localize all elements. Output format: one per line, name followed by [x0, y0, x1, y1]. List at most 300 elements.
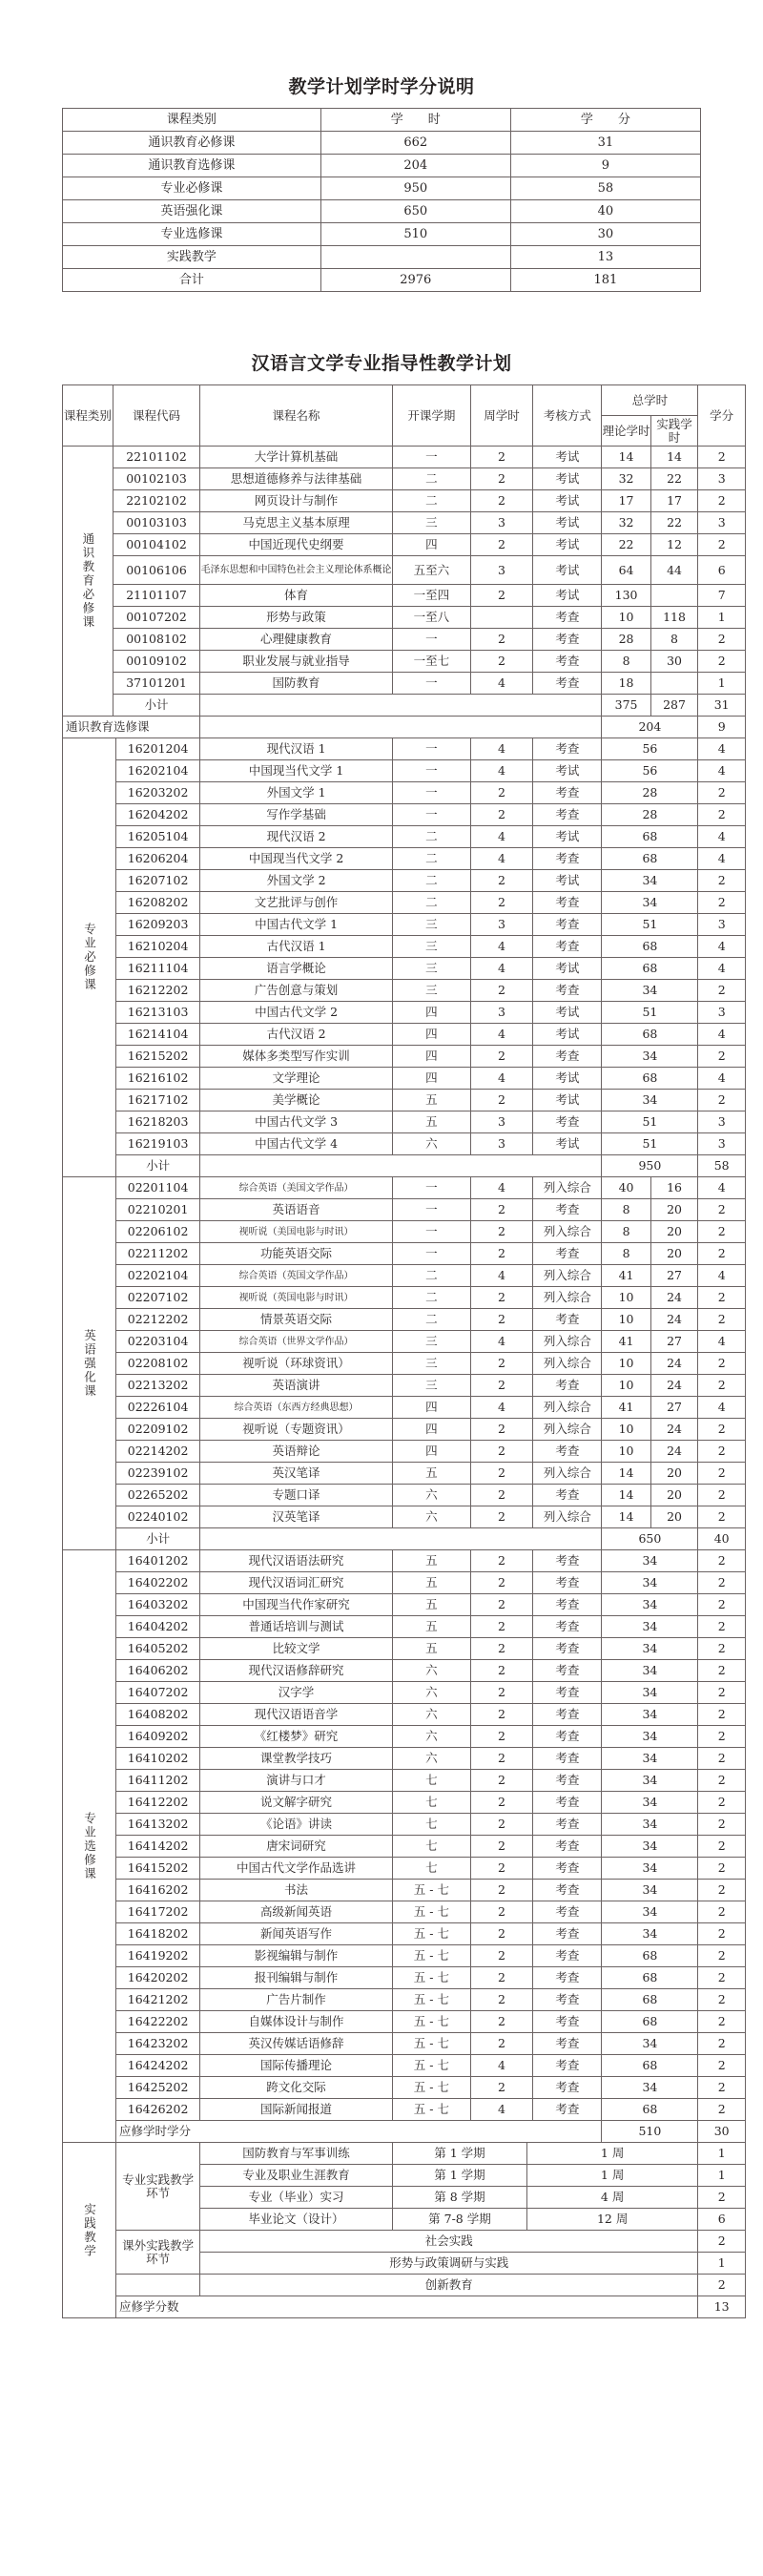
- course-name: 高级新闻英语: [200, 1901, 393, 1923]
- assessment: 考查: [533, 1901, 602, 1923]
- credits: 2: [698, 1353, 746, 1375]
- column-header-theory: 理论学时: [602, 416, 650, 447]
- subtotal-credits: 40: [698, 1528, 746, 1550]
- course-code: 16415202: [116, 1858, 200, 1880]
- credits: 2: [698, 2187, 746, 2209]
- credits: 1: [698, 2165, 746, 2187]
- weekly-hours: 2: [470, 1550, 533, 1572]
- theory-hours: 14: [602, 447, 650, 468]
- subtotal-spacer: [200, 695, 602, 717]
- semester: 三: [392, 980, 470, 1002]
- total-hours: 34: [602, 1638, 698, 1660]
- practice-hours: 20: [650, 1485, 698, 1506]
- course-name: 中国古代文学 4: [200, 1133, 393, 1155]
- total-hours: 68: [602, 1024, 698, 1046]
- assessment: 考查: [533, 936, 602, 958]
- weekly-hours: 2: [470, 1923, 533, 1945]
- semester: 一至四: [392, 585, 470, 607]
- table-row: [63, 1660, 746, 1682]
- credits: 2: [698, 1572, 746, 1594]
- course-code: 16407202: [116, 1682, 200, 1704]
- course-name: 思想道德修养与法律基础: [200, 468, 393, 490]
- total-hours: 68: [602, 2099, 698, 2121]
- assessment: 考查: [533, 1836, 602, 1858]
- course-name: 心理健康教育: [200, 629, 393, 651]
- total-hours: 34: [602, 1836, 698, 1858]
- course-code: 16422202: [116, 2011, 200, 2033]
- course-code: 00107202: [113, 607, 199, 629]
- weekly-hours: 2: [470, 2033, 533, 2055]
- assessment: 考查: [533, 1660, 602, 1682]
- semester: 五 - 七: [392, 2099, 470, 2121]
- column-header: 学 时: [320, 109, 510, 132]
- assessment: 列入综合: [533, 1265, 602, 1287]
- theory-hours: 8: [602, 1199, 650, 1221]
- semester: 二: [392, 892, 470, 914]
- weekly-hours: 4: [470, 2055, 533, 2077]
- total-label: 应修学分数: [116, 2296, 698, 2318]
- weekly-hours: 2: [470, 1485, 533, 1506]
- course-name: 视听说（英国电影与时讯）: [200, 1287, 393, 1309]
- total-hours: 34: [602, 1748, 698, 1770]
- course-code: 16216102: [116, 1068, 200, 1090]
- total-hours: 34: [602, 1858, 698, 1880]
- semester: 二: [392, 490, 470, 512]
- course-name: 综合英语（英国文学作品）: [200, 1265, 393, 1287]
- practice-name: 毕业论文（设计）: [200, 2209, 393, 2231]
- credits-cell: 30: [510, 223, 700, 246]
- assessment: 考查: [533, 1989, 602, 2011]
- semester: 一至八: [392, 607, 470, 629]
- course-code: 16410202: [116, 1748, 200, 1770]
- table-row: [63, 1770, 746, 1792]
- course-name: 中国现当代文学 2: [200, 848, 393, 870]
- course-name: 形势与政策: [200, 607, 393, 629]
- total-hours: 68: [602, 2055, 698, 2077]
- course-name: 《论语》讲读: [200, 1814, 393, 1836]
- assessment: 考查: [533, 782, 602, 804]
- table-row: [63, 1901, 746, 1923]
- semester: 六: [392, 1682, 470, 1704]
- practice-hours: 8: [650, 629, 698, 651]
- assessment: 考查: [533, 1199, 602, 1221]
- course-code: 02226104: [116, 1397, 200, 1419]
- course-code: 16412202: [116, 1792, 200, 1814]
- table-row: [63, 200, 701, 223]
- weekly-hours: 2: [470, 1287, 533, 1309]
- semester: 六: [392, 1133, 470, 1155]
- column-header-code: 课程代码: [113, 385, 199, 447]
- course-code: 02210201: [116, 1199, 200, 1221]
- course-name: 现代汉语词汇研究: [200, 1572, 393, 1594]
- semester: 五 - 七: [392, 1923, 470, 1945]
- assessment: 考试: [533, 826, 602, 848]
- table-row: [63, 1375, 746, 1397]
- assessment: 考查: [533, 629, 602, 651]
- semester: 一: [392, 738, 470, 760]
- course-name: 网页设计与制作: [200, 490, 393, 512]
- credits-cell: 9: [510, 155, 700, 177]
- table-row: [63, 1616, 746, 1638]
- semester: 四: [392, 1024, 470, 1046]
- course-name: 中国古代文学 1: [200, 914, 393, 936]
- theory-hours: 8: [602, 651, 650, 673]
- subtotal-spacer: [200, 1155, 602, 1177]
- credits: 2: [698, 651, 746, 673]
- category-label: 专业选修课: [63, 1550, 116, 2143]
- semester: 六: [392, 1704, 470, 1726]
- course-code: 02208102: [116, 1353, 200, 1375]
- semester: 三: [392, 1375, 470, 1397]
- assessment: 考试: [533, 1024, 602, 1046]
- practice-hours: 22: [650, 512, 698, 534]
- total-hours: 34: [602, 870, 698, 892]
- category-cell: 合计: [63, 269, 321, 292]
- semester: 一: [392, 1243, 470, 1265]
- course-code: 16206204: [116, 848, 200, 870]
- credits: 2: [698, 1704, 746, 1726]
- assessment: 考试: [533, 1002, 602, 1024]
- assessment: 考查: [533, 1375, 602, 1397]
- category-label: 通识教育必修课: [63, 447, 113, 717]
- table-row: [63, 1682, 746, 1704]
- table-row: [63, 1353, 746, 1375]
- credits: 3: [698, 1002, 746, 1024]
- total-hours: 34: [602, 1770, 698, 1792]
- assessment: 考查: [533, 1638, 602, 1660]
- table-row: [63, 1506, 746, 1528]
- hours-cell: 204: [320, 155, 510, 177]
- credits: 2: [698, 2033, 746, 2055]
- credits: 2: [698, 1638, 746, 1660]
- theory-hours: 41: [602, 1397, 650, 1419]
- semester: 五: [392, 1550, 470, 1572]
- general-elective-row: [63, 717, 746, 738]
- weekly-hours: 3: [470, 914, 533, 936]
- assessment: 考查: [533, 1945, 602, 1967]
- table-row: [63, 490, 746, 512]
- table-row: [63, 1221, 746, 1243]
- category-label: 英语强化课: [63, 1177, 116, 1550]
- credits: 2: [698, 892, 746, 914]
- course-name: 演讲与口才: [200, 1770, 393, 1792]
- weekly-hours: 4: [470, 848, 533, 870]
- total-hours: 68: [602, 826, 698, 848]
- table-row: [63, 556, 746, 585]
- practice-hours: 12: [650, 534, 698, 556]
- total-hours: 51: [602, 1002, 698, 1024]
- weekly-hours: 2: [470, 1046, 533, 1068]
- table-row: [63, 914, 746, 936]
- course-name: 古代汉语 2: [200, 1024, 393, 1046]
- course-name: 体育: [200, 585, 393, 607]
- weekly-hours: 2: [470, 1594, 533, 1616]
- assessment: 考查: [533, 804, 602, 826]
- practice-name: 国防教育与军事训练: [200, 2143, 393, 2165]
- assessment: 列入综合: [533, 1463, 602, 1485]
- subtotal-credits: 58: [698, 1155, 746, 1177]
- assessment: 考查: [533, 1309, 602, 1331]
- weekly-hours: 2: [470, 1419, 533, 1441]
- practice-hours: 20: [650, 1199, 698, 1221]
- course-code: 16202104: [116, 760, 200, 782]
- total-hours: 68: [602, 1945, 698, 1967]
- weekly-hours: 2: [470, 534, 533, 556]
- course-name: 国际传播理论: [200, 2055, 393, 2077]
- category-label: 专业必修课: [63, 738, 116, 1177]
- semester: 一: [392, 447, 470, 468]
- course-code: 16425202: [116, 2077, 200, 2099]
- assessment: 考试: [533, 534, 602, 556]
- category-cell: 实践教学: [63, 246, 321, 269]
- course-code: 16418202: [116, 1923, 200, 1945]
- practice-hours: 24: [650, 1441, 698, 1463]
- semester: 三: [392, 1331, 470, 1353]
- subtotal-label: 应修学时学分: [116, 2121, 602, 2143]
- assessment: 考查: [533, 2055, 602, 2077]
- total-hours: 28: [602, 782, 698, 804]
- weekly-hours: 2: [470, 585, 533, 607]
- credits: 2: [698, 447, 746, 468]
- assessment: 考查: [533, 914, 602, 936]
- weekly-hours: 2: [470, 651, 533, 673]
- credits: 2: [698, 1748, 746, 1770]
- assessment: 考试: [533, 585, 602, 607]
- semester: 一: [392, 1221, 470, 1243]
- course-name: 中国现当代作家研究: [200, 1594, 393, 1616]
- table-row: [63, 1485, 746, 1506]
- weekly-hours: 2: [470, 1726, 533, 1748]
- practice-hours: 27: [650, 1265, 698, 1287]
- weekly-hours: 2: [470, 1506, 533, 1528]
- subtotal-hours: 650: [602, 1528, 698, 1550]
- total-hours: 34: [602, 2077, 698, 2099]
- semester: 五至六: [392, 556, 470, 585]
- course-name: 中国古代文学作品选讲: [200, 1858, 393, 1880]
- course-code: 16426202: [116, 2099, 200, 2121]
- credits: 2: [698, 980, 746, 1002]
- practice-hours: 20: [650, 1506, 698, 1528]
- course-code: 02213202: [116, 1375, 200, 1397]
- credits: 2: [698, 1967, 746, 1989]
- course-code: 16209203: [116, 914, 200, 936]
- credits: 2: [698, 1309, 746, 1331]
- practice-name: 创新教育: [200, 2275, 698, 2296]
- semester: 六: [392, 1726, 470, 1748]
- course-name: 《红楼梦》研究: [200, 1726, 393, 1748]
- course-name: 中国近现代史纲要: [200, 534, 393, 556]
- credits: 7: [698, 585, 746, 607]
- course-name: 美学概论: [200, 1090, 393, 1111]
- course-code: 02203104: [116, 1331, 200, 1353]
- theory-hours: 40: [602, 1177, 650, 1199]
- credits: 2: [698, 534, 746, 556]
- column-header: 课程类别: [63, 109, 321, 132]
- table-row: [63, 1331, 746, 1353]
- table-row: [63, 2077, 746, 2099]
- total-hours: 56: [602, 738, 698, 760]
- table-row: [63, 269, 701, 292]
- total-hours: 28: [602, 804, 698, 826]
- weekly-hours: 4: [470, 958, 533, 980]
- semester: 一: [392, 782, 470, 804]
- subtotal-credits: 31: [698, 695, 746, 717]
- weekly-hours: 2: [470, 1221, 533, 1243]
- course-code: 16423202: [116, 2033, 200, 2055]
- practice-hours: 27: [650, 1397, 698, 1419]
- credits-cell: 40: [510, 200, 700, 223]
- subtotal-practice: 287: [650, 695, 698, 717]
- hours-cell: 662: [320, 132, 510, 155]
- practice-semester: 第 7-8 学期: [392, 2209, 526, 2231]
- practice-hours: 20: [650, 1463, 698, 1485]
- assessment: 考查: [533, 738, 602, 760]
- course-code: 16402202: [116, 1572, 200, 1594]
- course-code: 02265202: [116, 1485, 200, 1506]
- table-row: [63, 1397, 746, 1419]
- weekly-hours: 2: [470, 1858, 533, 1880]
- credits: 6: [698, 2209, 746, 2231]
- category-cell: 通识教育选修课: [63, 155, 321, 177]
- course-code: 02239102: [116, 1463, 200, 1485]
- table-row: [63, 1287, 746, 1309]
- semester: 五 - 七: [392, 2055, 470, 2077]
- course-name: 唐宋词研究: [200, 1836, 393, 1858]
- assessment: 考查: [533, 1792, 602, 1814]
- weekly-hours: 2: [470, 2011, 533, 2033]
- assessment: 考查: [533, 1111, 602, 1133]
- table-row: [63, 1704, 746, 1726]
- table-row: [63, 1199, 746, 1221]
- practice-hours: 16: [650, 1177, 698, 1199]
- credits: 2: [698, 1090, 746, 1111]
- subtotal-label: 小计: [113, 695, 199, 717]
- theory-hours: 8: [602, 1221, 650, 1243]
- practice-duration: 1 周: [526, 2143, 697, 2165]
- credits: 2: [698, 1046, 746, 1068]
- hours-cell: [320, 246, 510, 269]
- assessment: 考试: [533, 512, 602, 534]
- assessment: 考查: [533, 2099, 602, 2121]
- course-name: 媒体多类型写作实训: [200, 1046, 393, 1068]
- general-elective-label: 通识教育选修课: [63, 717, 200, 738]
- course-code: 00104102: [113, 534, 199, 556]
- course-name: 视听说（美国电影与时讯）: [200, 1221, 393, 1243]
- subcategory-label: 专业实践教学环节: [116, 2143, 200, 2231]
- total-hours: 34: [602, 1572, 698, 1594]
- semester: 一: [392, 1177, 470, 1199]
- table-row: [63, 2033, 746, 2055]
- table-row: [63, 1858, 746, 1880]
- semester: 二: [392, 870, 470, 892]
- credits: 4: [698, 1024, 746, 1046]
- course-name: 综合英语（世界文学作品）: [200, 1331, 393, 1353]
- weekly-hours: 2: [470, 1638, 533, 1660]
- table-row: [63, 223, 701, 246]
- credits: 1: [698, 607, 746, 629]
- semester: 七: [392, 1814, 470, 1836]
- weekly-hours: 2: [470, 447, 533, 468]
- weekly-hours: 2: [470, 870, 533, 892]
- summary-title: 教学计划学时学分说明: [288, 76, 475, 97]
- weekly-hours: 2: [470, 1090, 533, 1111]
- credits: 2: [698, 2231, 746, 2253]
- course-code: 16218203: [116, 1111, 200, 1133]
- course-code: 16420202: [116, 1967, 200, 1989]
- credits: 2: [698, 2099, 746, 2121]
- semester: 七: [392, 1836, 470, 1858]
- credits: 2: [698, 1836, 746, 1858]
- table-row: [63, 1967, 746, 1989]
- semester: 五 - 七: [392, 2011, 470, 2033]
- assessment: 考查: [533, 2077, 602, 2099]
- course-name: 视听说（环球资讯）: [200, 1353, 393, 1375]
- course-code: 02211202: [116, 1243, 200, 1265]
- table-row: [63, 177, 701, 200]
- credits: 4: [698, 1177, 746, 1199]
- course-name: 说文解字研究: [200, 1792, 393, 1814]
- assessment: 考查: [533, 1726, 602, 1748]
- subcategory-empty: [116, 2275, 200, 2296]
- weekly-hours: 2: [470, 1682, 533, 1704]
- total-hours: 68: [602, 1989, 698, 2011]
- weekly-hours: 3: [470, 512, 533, 534]
- course-code: 22102102: [113, 490, 199, 512]
- semester: 四: [392, 534, 470, 556]
- table-row: [63, 1880, 746, 1901]
- plan-title: 汉语言文学专业指导性教学计划: [251, 353, 512, 374]
- credits: 2: [698, 1506, 746, 1528]
- weekly-hours: 4: [470, 826, 533, 848]
- course-name: 跨文化交际: [200, 2077, 393, 2099]
- course-code: 37101201: [113, 673, 199, 695]
- credits: 2: [698, 1199, 746, 1221]
- total-hours: 34: [602, 1704, 698, 1726]
- practice-duration: 1 周: [526, 2165, 697, 2187]
- semester: 五: [392, 1616, 470, 1638]
- column-header-semester: 开课学期: [392, 385, 470, 447]
- course-name: 新闻英语写作: [200, 1923, 393, 1945]
- course-name: 书法: [200, 1880, 393, 1901]
- course-name: 比较文学: [200, 1638, 393, 1660]
- weekly-hours: 3: [470, 556, 533, 585]
- course-code: 16204202: [116, 804, 200, 826]
- assessment: 考查: [533, 1748, 602, 1770]
- semester: 一: [392, 760, 470, 782]
- weekly-hours: 3: [470, 1111, 533, 1133]
- credits: 3: [698, 468, 746, 490]
- table-row: [63, 2275, 746, 2296]
- course-name: 广告片制作: [200, 1989, 393, 2011]
- course-code: 16213103: [116, 1002, 200, 1024]
- course-name: 自媒体设计与制作: [200, 2011, 393, 2033]
- weekly-hours: 3: [470, 1133, 533, 1155]
- weekly-hours: 2: [470, 892, 533, 914]
- table-row: [63, 958, 746, 980]
- theory-hours: 32: [602, 468, 650, 490]
- semester: 一: [392, 1199, 470, 1221]
- semester: 二: [392, 468, 470, 490]
- credits: 2: [698, 1901, 746, 1923]
- table-row: [63, 1726, 746, 1748]
- credits: 3: [698, 512, 746, 534]
- practice-hours: 24: [650, 1375, 698, 1397]
- practice-name: 社会实践: [200, 2231, 698, 2253]
- assessment: 列入综合: [533, 1419, 602, 1441]
- credits: 2: [698, 2077, 746, 2099]
- course-code: 16401202: [116, 1550, 200, 1572]
- practice-hours: 22: [650, 468, 698, 490]
